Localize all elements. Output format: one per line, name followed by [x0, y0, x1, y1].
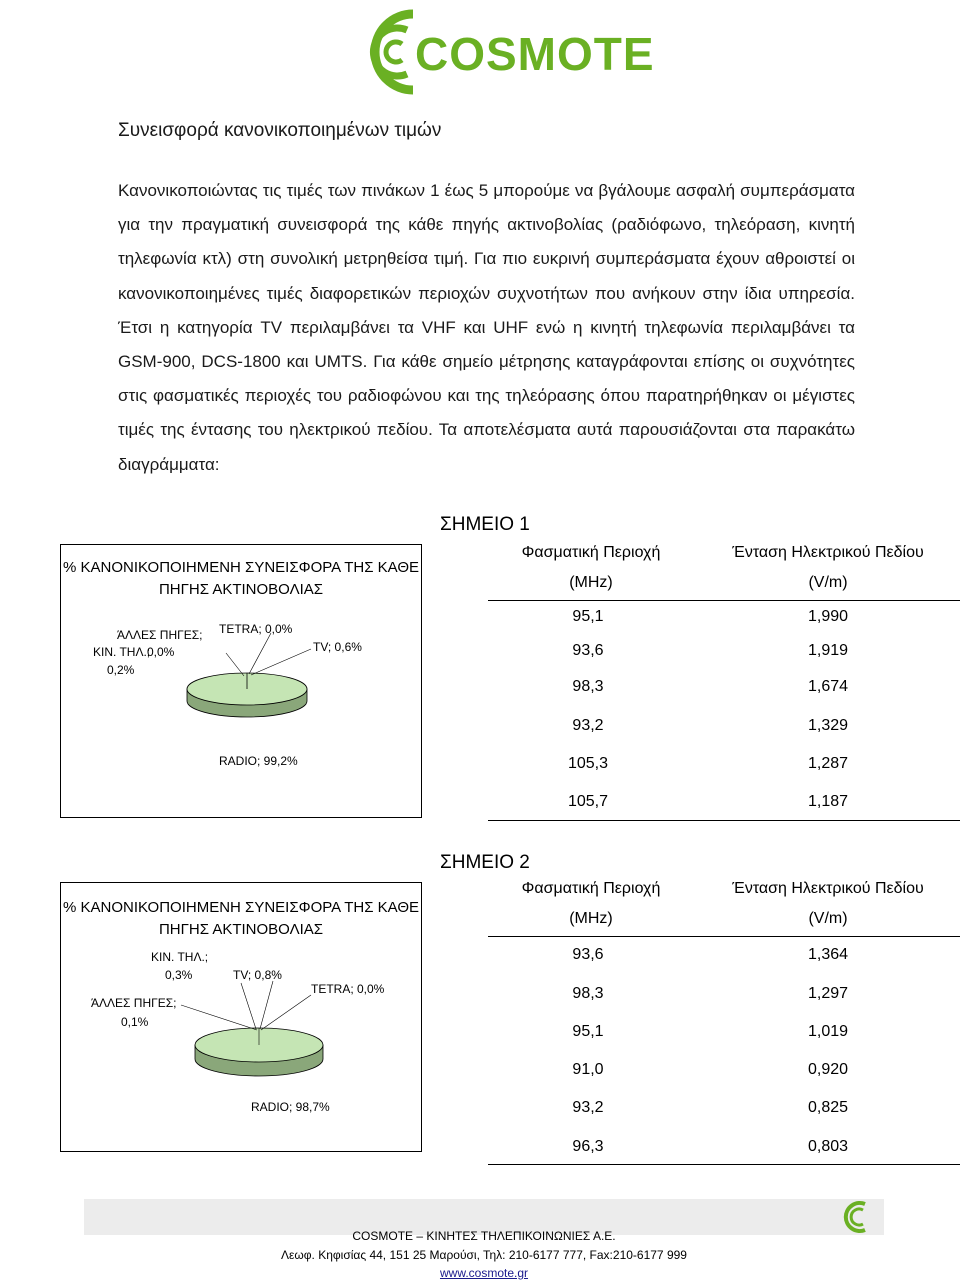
chart-title: % ΚΑΝΟΝΙΚΟΠΟΙΗΜΕΝΗ ΣΥΝΕΙΣΦΟΡΑ ΤΗΣ ΚΑΘΕ ΠΗΓΗΣ ΑΚΤΙΝΟΒΟΛΙΑΣ	[62, 559, 419, 598]
cosmote-logo	[355, 4, 655, 100]
table-header-rule	[488, 936, 960, 937]
label-alles-value: 0,0%	[147, 645, 175, 659]
leader-line-tv	[260, 981, 273, 1029]
field-cell: 1,297	[807, 985, 849, 1002]
leader-line-tetra	[261, 995, 311, 1030]
field-cell: 1,364	[807, 946, 849, 963]
field-cell: 1,990	[807, 608, 849, 625]
point-2-pie-chart	[60, 882, 422, 1152]
label-alles-value: 0,1%	[121, 1015, 149, 1029]
freq-cell: 98,3	[572, 985, 604, 1002]
section-heading: Συνεισφορά κανονικοποιημένων τιμών	[118, 120, 442, 141]
label-alles: ΆΛΛΕΣ ΠΗΓΕΣ;	[91, 996, 177, 1010]
label-tetra: TETRA; 0,0%	[311, 982, 385, 996]
svg-text:COSMOTE: COSMOTE	[415, 28, 655, 80]
leader-line-kin	[226, 653, 244, 676]
point-1-pie-chart	[60, 544, 422, 818]
freq-cell: 91,0	[572, 1061, 604, 1078]
field-cell: 1,919	[807, 642, 849, 659]
freq-cell: 93,6	[572, 946, 604, 963]
label-kin-value: 0,3%	[165, 968, 193, 982]
label-kin: ΚΙΝ. ΤΗΛ.;	[151, 950, 209, 964]
freq-cell: 93,2	[572, 1099, 604, 1116]
table-bottom-rule	[488, 820, 960, 821]
pie-graphic	[61, 883, 421, 1151]
field-cell: 1,329	[807, 717, 849, 734]
col-frequency-header: Φασματική Περιοχή (MHz)	[521, 544, 661, 591]
freq-cell: 105,7	[567, 793, 609, 810]
leader-line-kin	[241, 983, 256, 1029]
freq-cell: 93,2	[572, 717, 604, 734]
table-bottom-rule	[488, 1164, 960, 1165]
point-1-title: ΣΗΜΕΙΟ 1	[440, 514, 530, 535]
label-radio: RADIO; 99,2%	[219, 754, 298, 768]
freq-cell: 96,3	[572, 1138, 604, 1155]
footer-address: Λεωφ. Κηφισίας 44, 151 25 Μαρούσι, Τηλ: 210-6177 777, Fax:210-6177 999	[281, 1248, 687, 1262]
field-cell: 1,674	[807, 678, 849, 695]
freq-cell: 93,6	[572, 642, 604, 659]
field-cell: 1,287	[807, 755, 849, 772]
label-radio: RADIO; 98,7%	[251, 1100, 330, 1114]
intro-paragraph: Κανονικοποιώντας τις τιμές των πινάκων 1 έως 5 μπορούμε να βγάλουμε ασφαλή συμπεράσματα για την πραγματική συνεισφορά της κάθε πηγής ακτινοβολίας (ραδιόφωνο, τηλεόραση, κινητή τηλεφωνία κτλ) στη συνολική μετρηθείσα τιμή. Για πιο ευκρινή συμπεράσματα έχουν αθροιστεί οι κανονικοποιημένες τιμές διαφορετικών περιοχών συχνοτήτων που ανήκουν στην ίδια υπηρεσία. Έτσι η κατηγορία TV περιλαμβάνει τα VHF και UHF ενώ η κινητή τηλεφωνία περιλαμβάνει τα GSM-900, DCS-1800 και UMTS. Για κάθε σημείο μέτρησης καταγράφονται επίσης οι συχνότητες στις φασματικές περιοχές του ραδιοφώνου και της τηλεόρασης όπου παρατηρήθηκαν οι μέγιστες τιμές της έντασης του ηλεκτρικού πεδίου. Τα αποτελέσματα αυτά παρουσιάζονται στα παρακάτω διαγράμματα:	[118, 181, 855, 474]
pie-graphic	[61, 545, 421, 817]
leader-line-alles	[181, 1005, 257, 1030]
footer-url-row	[84, 1265, 884, 1281]
label-tv: TV; 0,6%	[313, 640, 362, 654]
col-field-header: Ένταση Ηλεκτρικού Πεδίου (V/m)	[732, 880, 924, 927]
field-cell: 0,920	[807, 1061, 849, 1078]
table-header-rule	[488, 600, 960, 601]
freq-cell: 95,1	[572, 608, 604, 625]
footer-url-link[interactable]: www.cosmote.gr	[439, 1266, 529, 1280]
chart-title: % ΚΑΝΟΝΙΚΟΠΟΙΗΜΕΝΗ ΣΥΝΕΙΣΦΟΡΑ ΤΗΣ ΚΑΘΕ ΠΗΓΗΣ ΑΚΤΙΝΟΒΟΛΙΑΣ	[62, 899, 419, 938]
col-frequency-header: Φασματική Περιοχή (MHz)	[521, 880, 661, 927]
col-field-header: Ένταση Ηλεκτρικού Πεδίου (V/m)	[732, 544, 924, 591]
field-cell: 1,019	[807, 1023, 849, 1040]
field-cell: 0,803	[807, 1138, 849, 1155]
label-tv: TV; 0,8%	[233, 968, 282, 982]
freq-cell: 98,3	[572, 678, 604, 695]
point-2-title: ΣΗΜΕΙΟ 2	[440, 852, 530, 873]
field-cell: 1,187	[807, 793, 849, 810]
freq-cell: 105,3	[567, 755, 609, 772]
label-alles: ΆΛΛΕΣ ΠΗΓΕΣ;	[117, 628, 203, 642]
freq-cell: 95,1	[572, 1023, 604, 1040]
label-tetra: TETRA; 0,0%	[219, 622, 293, 636]
label-kin-value: 0,2%	[107, 663, 135, 677]
field-cell: 0,825	[807, 1099, 849, 1116]
label-kin: ΚΙΝ. ΤΗΛ.;	[93, 645, 151, 659]
footer-company: COSMOTE – ΚΙΝΗΤΕΣ ΤΗΛΕΠΙΚΟΙΝΩΝΙΕΣ Α.Ε.	[352, 1229, 616, 1243]
